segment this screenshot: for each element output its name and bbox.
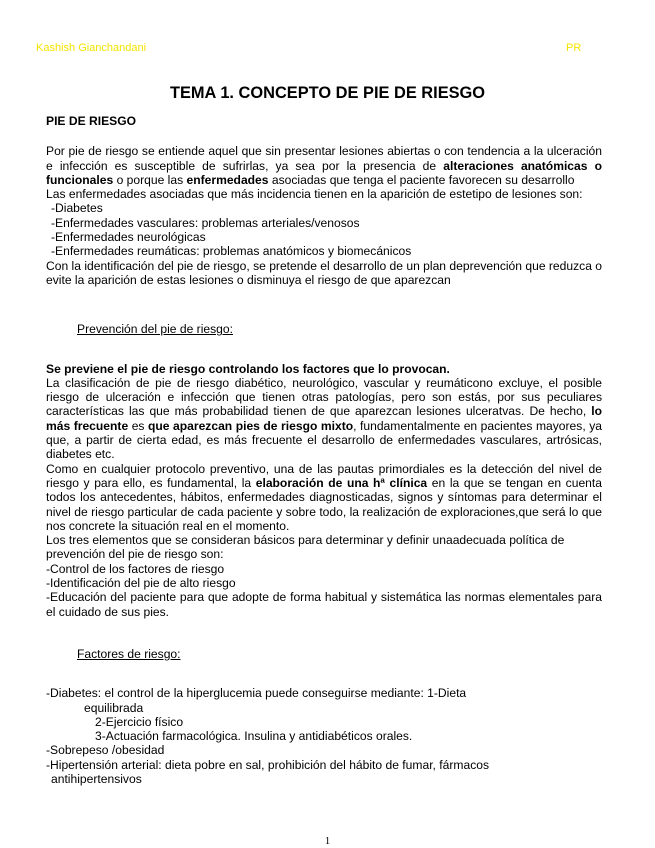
list-item: -Educación del paciente para que adopte de forma habitual y sistemática las normas elementales para el cuidado de sus pies. — [46, 590, 602, 619]
page-title: TEMA 1. CONCEPTO DE PIE DE RIESGO — [169, 84, 486, 102]
paragraph-identificacion: Con la identificación del pie de riesgo, se pretende el desarrollo de un plan deprevención que reduzca o evite la aparición de estas lesiones o disminuya el riesgo de que aparezcan — [46, 258, 603, 287]
emphasis-historia-clinica: elaboración de una hª clínica — [255, 475, 428, 490]
section-heading-prevencion: Prevención del pie de riesgo: — [77, 322, 233, 337]
section-heading-pie-de-riesgo: PIE DE RIESGO — [46, 114, 137, 128]
factor-diabetes-continuation: equilibrada — [84, 700, 144, 715]
paragraph-definition: Por pie de riesgo se entiende aquel que sin presentar lesiones abiertas o con tendencia a la ulceración e infección es susceptible de sufrirlas, ya sea por la presencia de alteraciones anatómicas o funcionales o porque las enfermedades asociadas que tenga el paciente favorecen su desarrollo — [46, 144, 602, 187]
header-initials: PR — [566, 42, 582, 54]
factor-sobrepeso: -Sobrepeso /obesidad — [46, 743, 165, 758]
list-item: -Enfermedades reumáticas: problemas anatómicos y biomecánicos — [51, 244, 412, 259]
emphasis-riesgo-mixto: que aparezcan pies de riesgo mixto — [148, 418, 354, 433]
factor-diabetes-item: 2-Ejercicio físico — [95, 714, 184, 729]
list-item: -Enfermedades neurológicas — [51, 230, 206, 245]
list-item: -Diabetes — [51, 201, 103, 216]
list-item: -Control de los factores de riesgo — [46, 561, 225, 576]
lead-sentence: Se previene el pie de riesgo controlando los factores que lo provocan. — [46, 361, 450, 376]
header-author: Kashish Gianchandani — [36, 42, 147, 54]
paragraph-enfermedades-asociadas: Las enfermedades asociadas que más incidencia tienen en la aparición de estetipo de lesiones son: — [46, 187, 583, 202]
factor-hipertension-continuation: antihipertensivos — [51, 771, 142, 786]
paragraph-clasificacion: La clasificación de pie de riesgo diabético, neurológico, vascular y reumáticono excluye, el posible riesgo de ulceración e infección que tienen otras patologías, pero son estás, por sus peculiares características las que más probabilidad tienen de que aparezcan lesiones ulceratvas. De hecho, lo más frecuente es que aparezcan pies de riesgo mixto, fundamentalmente en pacientes mayores, ya que, a partir de cierta edad, es más frecuente el desarrollo de enfermedades vasculares, artrósicas, diabetes etc. — [46, 375, 602, 462]
factor-diabetes-item: 3-Actuación farmacológica. Insulina y antidiabéticos orales. — [95, 729, 413, 744]
section-heading-factores: Factores de riesgo: — [77, 646, 181, 661]
list-item: -Identificación del pie de alto riesgo — [46, 576, 236, 591]
emphasis-lo-mas-frecuente: lo más frecuente — [46, 404, 602, 433]
emphasis-enfermedades: enfermedades — [186, 172, 269, 187]
factor-hipertension: -Hipertensión arterial: dieta pobre en sal, prohibición del hábito de fumar, fármacos — [46, 757, 490, 772]
factor-diabetes: -Diabetes: el control de la hiperglucemia puede conseguirse mediante: 1-Dieta — [46, 686, 467, 701]
paragraph-protocolo: Como en cualquier protocolo preventivo, una de las pautas primordiales es la detección del nivel de riesgo y para ello, es fundamental, la elaboración de una hª clínica en la que se tengan en cuenta todos los antecedentes, hábitos, enfermedades diagnosticadas, signos y síntomas para determinar el nivel de riesgo particular de cada paciente y sobre todo, la realización de exploraciones,que será lo que nos concrete la situación real en el momento. — [46, 461, 602, 533]
emphasis-alteraciones: alteraciones anatómicas o funcionales — [46, 158, 602, 187]
page-number: 1 — [324, 835, 331, 847]
list-item: -Enfermedades vasculares: problemas arteriales/venosos — [51, 215, 360, 230]
paragraph-tres-elementos: Los tres elementos que se consideran básicos para determinar y definir unaadecuada política de prevención del pie de riesgo son: — [46, 533, 565, 562]
document-body — [46, 114, 602, 786]
